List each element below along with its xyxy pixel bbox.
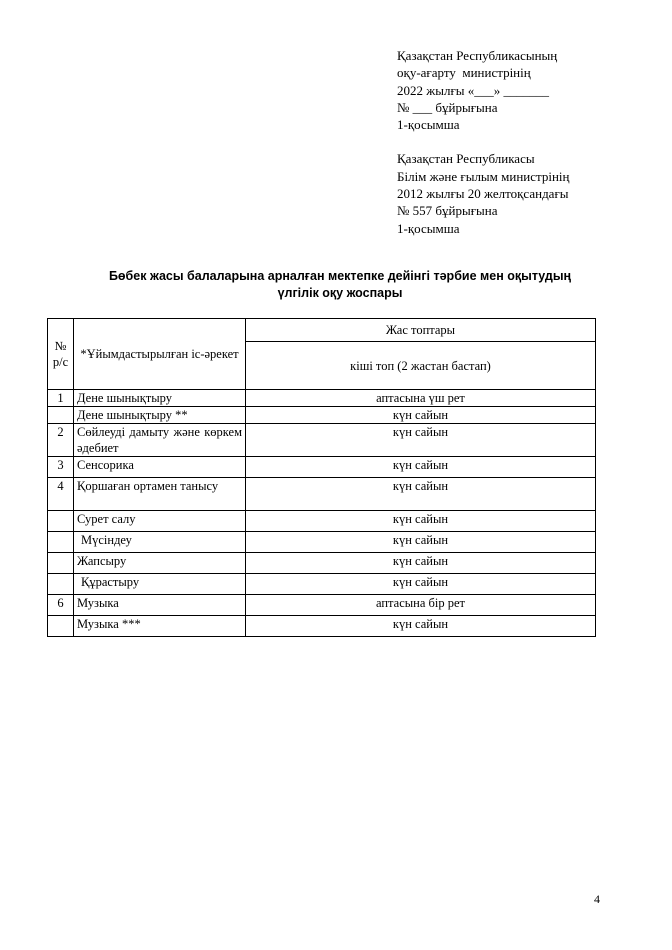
row-frequency: күн сайын [246, 553, 596, 574]
table-row [48, 553, 596, 574]
row-activity: Мүсіндеу [74, 532, 246, 553]
approval-line: 2022 жылғы «___» _______ [397, 82, 550, 98]
curriculum-table [47, 318, 596, 637]
row-number [48, 616, 74, 637]
row-activity: Сенсорика [74, 457, 246, 478]
row-frequency: күн сайын [246, 616, 596, 637]
row-frequency: аптасына бір рет [246, 595, 596, 616]
row-number [48, 407, 74, 424]
table-row [48, 424, 596, 457]
row-frequency: күн сайын [246, 532, 596, 553]
table-row [48, 457, 596, 478]
table-row [48, 595, 596, 616]
row-activity: Жапсыру [74, 553, 246, 574]
row-frequency: аптасына үш рет [246, 390, 596, 407]
document-title [60, 268, 620, 302]
row-number: 4 [48, 478, 74, 511]
header-junior-group: кіші топ (2 жастан бастап) [246, 342, 596, 390]
row-activity: Құрастыру [74, 574, 246, 595]
approval-line: № 557 бұйрығына [397, 203, 498, 219]
row-activity: Музыка *** [74, 616, 246, 637]
row-frequency: күн сайын [246, 574, 596, 595]
table-row [48, 532, 596, 553]
approval-line: № ___ бұйрығына [397, 99, 498, 115]
header-age-groups: Жас топтары [246, 319, 596, 342]
table-row [48, 511, 596, 532]
approval-line: Қазақстан Республикасының [397, 48, 558, 63]
row-number: 6 [48, 595, 74, 616]
row-activity: Сурет салу [74, 511, 246, 532]
row-activity: Дене шынықтыру [74, 390, 246, 407]
row-frequency: күн сайын [246, 407, 596, 424]
table-row [48, 407, 596, 424]
row-frequency: күн сайын [246, 424, 596, 457]
row-frequency: күн сайын [246, 457, 596, 478]
row-activity: Сөйлеуді дамыту және көркем әдебиет [74, 424, 246, 457]
row-number: 2 [48, 424, 74, 457]
table-row [48, 616, 596, 637]
row-number [48, 532, 74, 553]
row-frequency: күн сайын [246, 511, 596, 532]
table-row [48, 574, 596, 595]
row-number [48, 553, 74, 574]
approval-line: 1-қосымша [397, 117, 460, 133]
approval-header [397, 47, 667, 237]
approval-line: оқу-ағарту министрінің [397, 65, 531, 81]
page-number: 4 [594, 892, 600, 906]
row-frequency: күн сайын [246, 478, 596, 511]
row-number: 3 [48, 457, 74, 478]
approval-line: Қазақстан Республикасы [397, 151, 535, 167]
header-number: № р/с [48, 319, 74, 390]
title-line-1: Бөбек жасы балаларына арналған мектепке дейінгі тәрбие мен оқытудың [108, 269, 572, 283]
approval-line: Білім және ғылым министрінің [397, 168, 570, 184]
table-row [48, 478, 596, 511]
approval-line: 2012 жылғы 20 желтоқсандағы [397, 186, 569, 202]
table-row [48, 390, 596, 407]
row-number [48, 511, 74, 532]
row-activity: Дене шынықтыру ** [74, 407, 246, 424]
row-number: 1 [48, 390, 74, 407]
row-activity: Музыка [74, 595, 246, 616]
approval-line: 1-қосымша [397, 220, 460, 236]
title-line-2: үлгілік оқу жоспары [277, 286, 403, 300]
header-activity: *Ұйымдастырылған іс-әрекет [74, 319, 246, 390]
row-number [48, 574, 74, 595]
row-activity: Қоршаған ортамен танысу [74, 478, 246, 511]
